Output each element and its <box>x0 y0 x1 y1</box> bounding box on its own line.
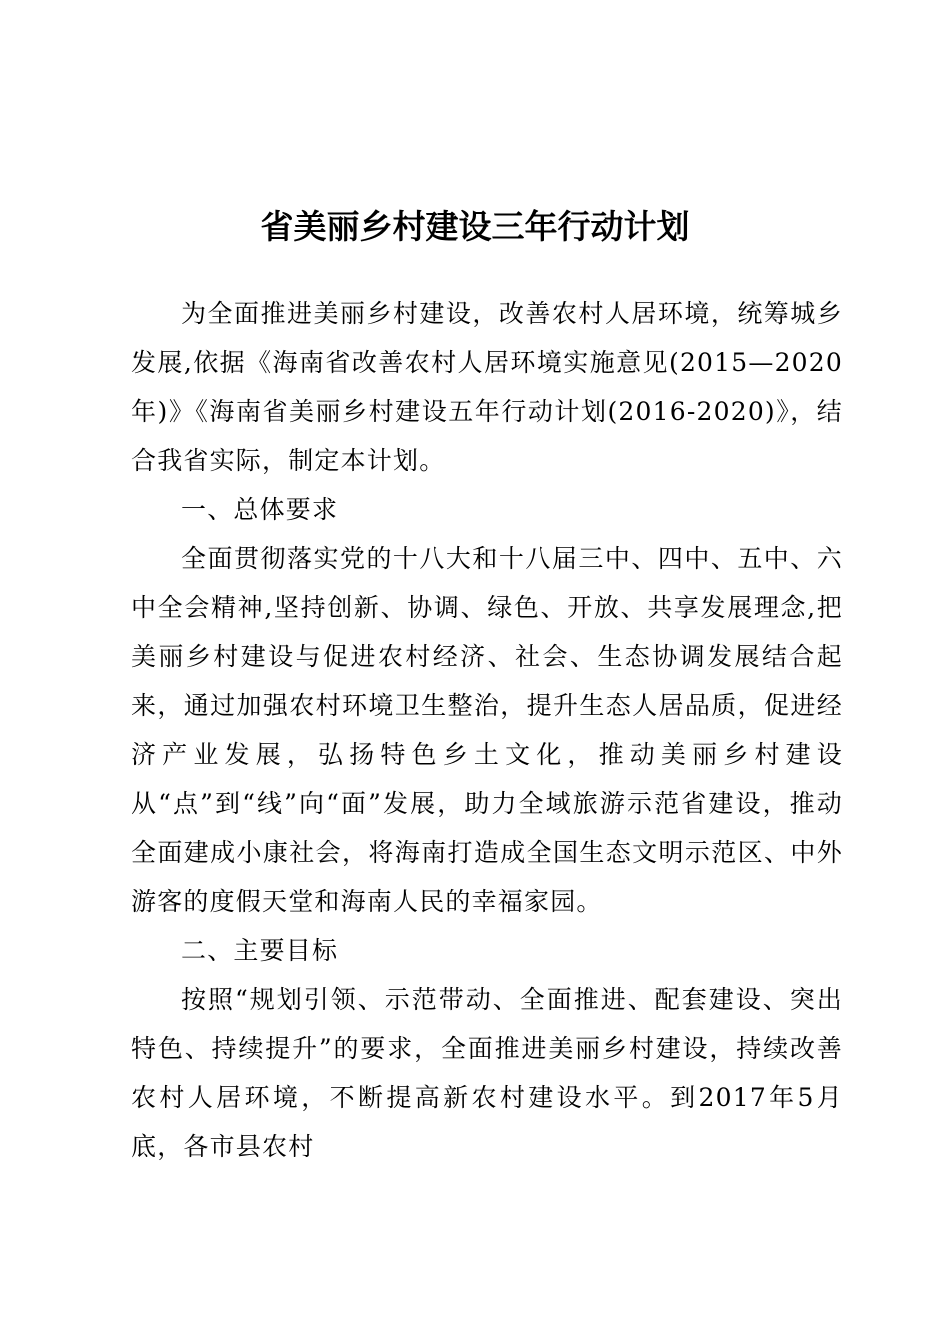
document-title: 省美丽乡村建设三年行动计划 <box>260 207 690 246</box>
paragraph-main-goals: 按照“规划引领、示范带动、全面推进、配套建设、突出特色、持续提升”的要求，全面推进美丽乡村建设，持续改善农村人居环境，不断提高新农村建设水平。到2017年5月底，各市县农村 <box>131 985 843 1161</box>
paragraph-intro: 为全面推进美丽乡村建设，改善农村人居环境，统筹城乡发展,依据《海南省改善农村人居环境实施意见(2015—2020年)》《海南省美丽乡村建设五年行动计划(2016-2020)》，结合我省实际，制定本计划。 <box>131 299 843 475</box>
section-heading-overall-requirements: 一、总体要求 <box>181 495 339 524</box>
section-heading-main-goals: 二、主要目标 <box>181 936 339 965</box>
paragraph-overall-requirements: 全面贯彻落实党的十八大和十八届三中、四中、五中、六中全会精神,坚持创新、协调、绿色、开放、共享发展理念,把美丽乡村建设与促进农村经济、社会、生态协调发展结合起来，通过加强农村环境卫生整治，提升生态人居品质，促进经济产业发展，弘扬特色乡土文化，推动美丽乡村建设从“点”到“线”向“面”发展，助力全域旅游示范省建设，推动全面建成小康社会，将海南打造成全国生态文明示范区、中外游客的度假天堂和海南人民的幸福家园。 <box>131 544 843 916</box>
document-body <box>131 289 843 1171</box>
